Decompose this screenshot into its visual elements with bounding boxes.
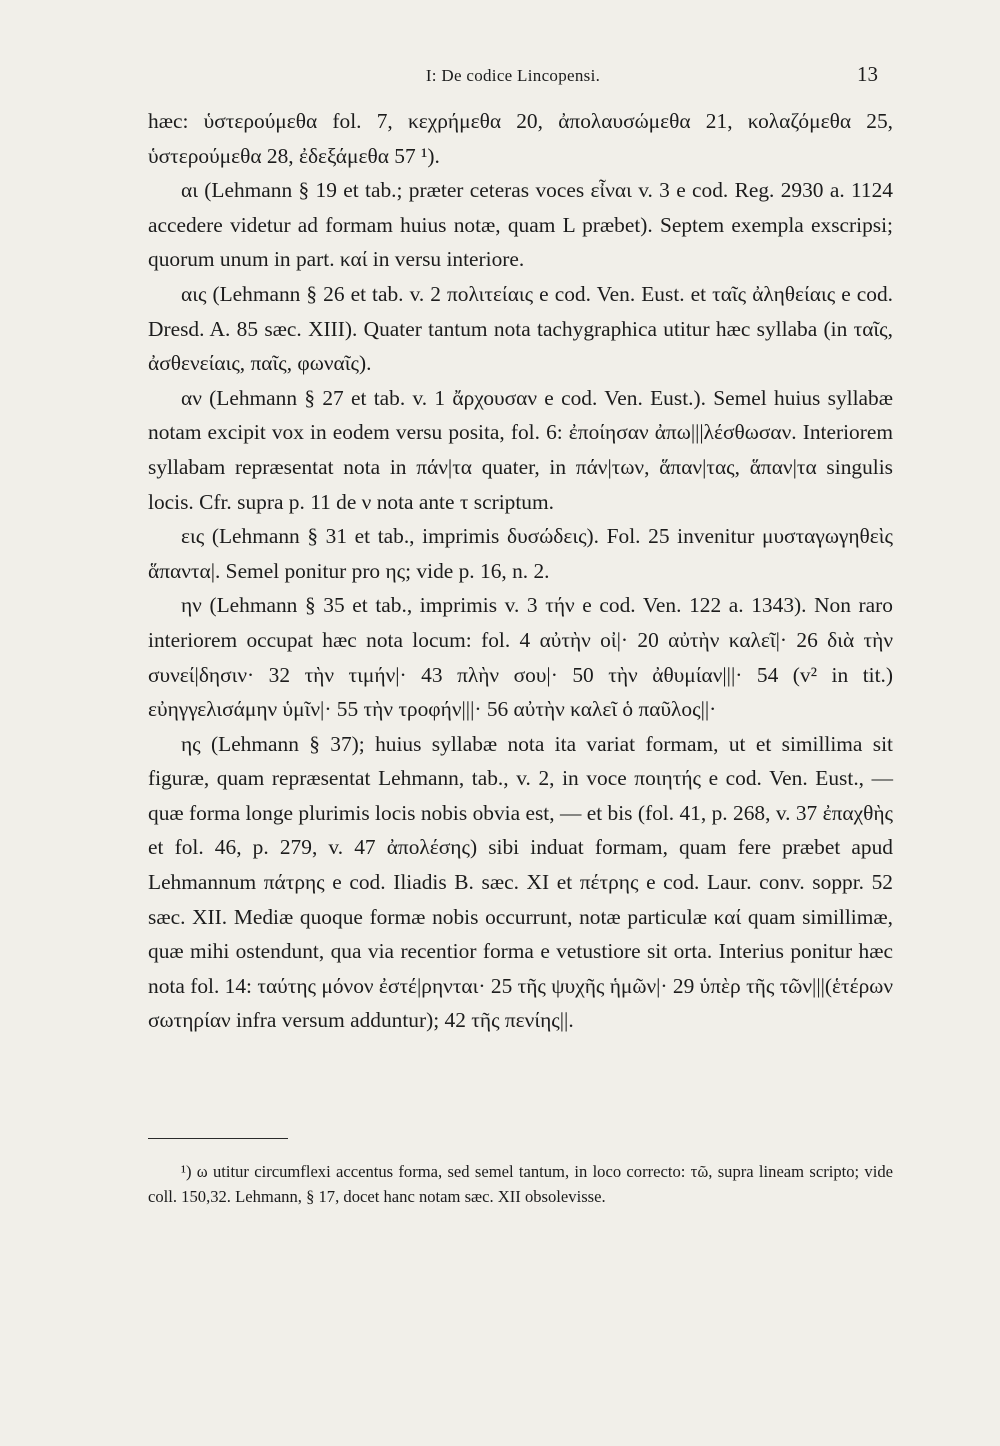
main-text <box>148 104 893 1038</box>
paragraph-es: ης (Lehmann § 37); huius syllabæ nota ita variat formam, ut et simillima sit figuræ, quam repræsentat Lehmann, tab., v. 2, in voce ποιητής e cod. Ven. Eust., — quæ forma longe plurimis locis nobis obvia est, — et bis (fol. 41, p. 268, v. 37 ἐπαχθὴς et fol. 46, p. 279, v. 47 ἀπολέσης) sibi induat formam, quam fere præbet apud Lehmannum πάτρης e cod. Iliadis B. sæc. XI et πέτρης e cod. Laur. conv. soppr. 52 sæc. XII. Mediæ quoque formæ nobis occurrunt, notæ particulæ καί quam simillimæ, quæ mihi ostendunt, qua via recentior forma e vetustiore sit orta. Interius ponitur hæc nota fol. 14: ταύτης μόνον ἐστέ|ρηνται· 25 τῆς ψυχῆς ἡμῶν|· 29 ὑπὲρ τῆς τῶν|||(ἑτέρων σωτηρίαν infra versum adduntur); 42 τῆς πενίης||. <box>148 731 893 1033</box>
footnote-text: ¹) ω utitur circumflexi accentus forma, sed semel tantum, in loco correcto: τῶ, supra lineam scripto; vide coll. 150,32. Lehmann, § 17, docet hanc notam sæc. XII obsolevisse. <box>148 1162 893 1206</box>
running-header <box>148 62 878 92</box>
paragraph-an: αν (Lehmann § 27 et tab. v. 1 ἄρχουσαν e cod. Ven. Eust.). Semel huius syllabæ notam excipit vox in eodem versu posita, fol. 6: ἐποίησαν ἀπω|||λέσθωσαν. Interiorem syllabam repræsentat nota in πάν|τα quater, in πάν|των, ἅπαν|τας, ἅπαν|τα singulis locis. Cfr. supra p. 11 de ν nota ante τ scriptum. <box>148 385 893 514</box>
running-title: I: De codice Lincopensi. <box>425 66 601 85</box>
paragraph-continuation: hæc: ὑστερούμεθα fol. 7, κεχρήμεθα 20, ἀπολαυσώμεθα 21, κολαζόμεθα 25, ὑστερούμεθα 28, ἐδεξάμεθα 57 ¹). <box>148 109 893 168</box>
paragraph-en: ην (Lehmann § 35 et tab., imprimis v. 3 τήν e cod. Ven. 122 a. 1343). Non raro interiorem occupat hæc nota locum: fol. 4 αὐτὴν οἰ|· 20 αὐτὴν καλεῖ|· 26 διὰ τὴν συνεί|δησιν· 32 τὴν τιμήν|· 43 πλὴν σου|· 50 τὴν ἀθυμίαν|||· 54 (v² in tit.) εὐηγγελισάμην ὑμῖν|· 55 τὴν τροφήν|||· 56 αὐτὴν καλεῖ ὁ παῦλος||· <box>148 593 893 722</box>
paragraph-eis: εις (Lehmann § 31 et tab., imprimis δυσώδεις). Fol. 25 invenitur μυσταγωγηθεὶς ἅπαντα|. Semel ponitur pro ης; vide p. 16, n. 2. <box>148 524 893 583</box>
footnote <box>148 1160 893 1209</box>
paragraph-ais: αις (Lehmann § 26 et tab. v. 2 πολιτείαις e cod. Ven. Eust. et ταῖς ἀληθείαις e cod. Dresd. A. 85 sæc. XIII). Quater tantum nota tachygraphica utitur hæc syllaba (in ταῖς, ἀσθενείαις, παῖς, φωναῖς). <box>148 281 893 376</box>
footnote-rule <box>148 1138 288 1139</box>
page-number: 13 <box>857 62 878 86</box>
paragraph-ai: αι (Lehmann § 19 et tab.; præter ceteras voces εἶναι v. 3 e cod. Reg. 2930 a. 1124 accedere videtur ad formam huius notæ, quam L præbet). Septem exempla exscripsi; quorum unum in part. καί in versu interiore. <box>148 178 893 272</box>
